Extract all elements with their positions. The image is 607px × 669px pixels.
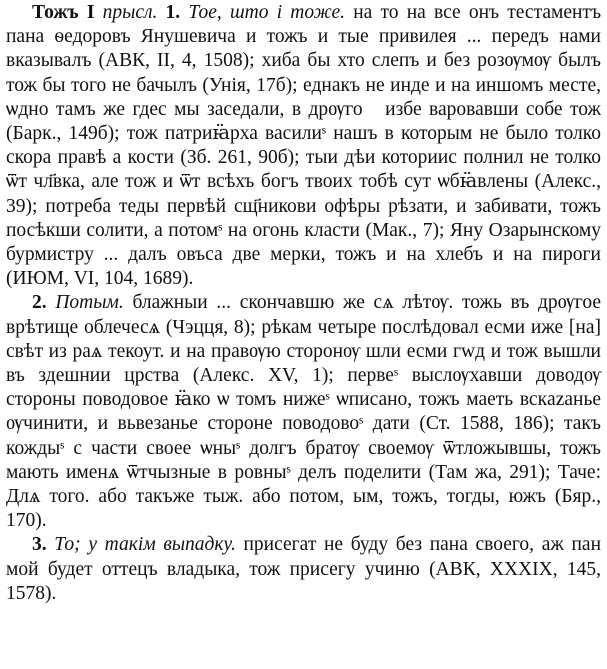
sense-2-number: 2. [32,292,47,314]
sense-1-number: 1. [165,2,181,23]
sense-2-text: блажныи ... скончавшю же сѧ лѣтѹ. тожь въ дрѹгое врѣтище облечесѧ (Чэцця, 8); рѣкам четыре послѣдовал есми иже [на] свѣт из раѧ текоут. и на правѹю сторонѹ шли есми гwд и тож вышли въ здешнии црства (Алекс. XV, 1); первеˢ выслѹхавши доводѹ стороны поводовое ꙗ̈ко ѡ томъ нижеˢ ѡписано, тожъ маеть вскazанье ѹчинити, и вьвезанье стороне поводовоˢ дати (Ст. 1588, 186); такъ кождыˢ с части своее ѡныˢ долгъ братѹ своемѹ ѿтложывшы, тожъ мають именѧ ѿтчызные в ровныˢ делъ поделити (Там жа, 291); Таче: Длѧ того. або такъже тыж. або потом, ым, тожъ, тогды, южъ (Бяр., 170). [6,292,601,532]
headword: Тожъ I [32,2,95,23]
sense-3-text: присегат не буду без пана своего, аж пан мой будет оттецъ владыка, тож присегу учиню (АВК, XXXIX, 145, 1578). [6,534,602,604]
sense-2-gloss: Потым. [55,292,124,314]
sense-1-gloss: Тое, што і тоже. [188,2,346,23]
sense-3-paragraph [6,533,601,606]
sense-3-gloss: То; у такім выпадку. [54,534,236,556]
sense-1-paragraph [6,1,601,291]
sense-3-number: 3. [32,534,47,556]
part-of-speech: прысл. [102,2,158,23]
sense-2-paragraph [6,291,601,533]
sense-1-text: на то на все онъ тестаментъ пана ѳедоровъ Янушевича и тожъ и тые привилея ... передъ нами вказывалъ (АВК, II, 4, 1508); хиба бы хто слепъ и без розѹмѹ былъ тож бы того не бачылъ (Унія, 17б); еднакъ не инде и на иншомъ месте, ѡдно тамъ же гдеc мы заседали, в дрѹгоⷨ избе варовавши собе тож (Барк., 149б); тож патриꙗ̈рха василиˢ нашъ в которым не было толко скора правѣ а кости (Зб. 261, 90б); тыи дѣи которииc полнил не толко ѿт чл҃вка, але тож и ѿт всѣхъ богъ твоиx тобѣ сут ѡбꙗ̈влены (Алекс., 39); потреба теды первѣй сщ҃никови офѣры рѣзати, и забивати, тожъ посѣкши солити, а потомˢ на огонь класти (Мак., 7); Яну Озарынскому бурмистру ... далъ овъса две мерки, тожъ и на хлебъ и на пироги (ИЮМ, VI, 104, 1689). [6,2,602,290]
